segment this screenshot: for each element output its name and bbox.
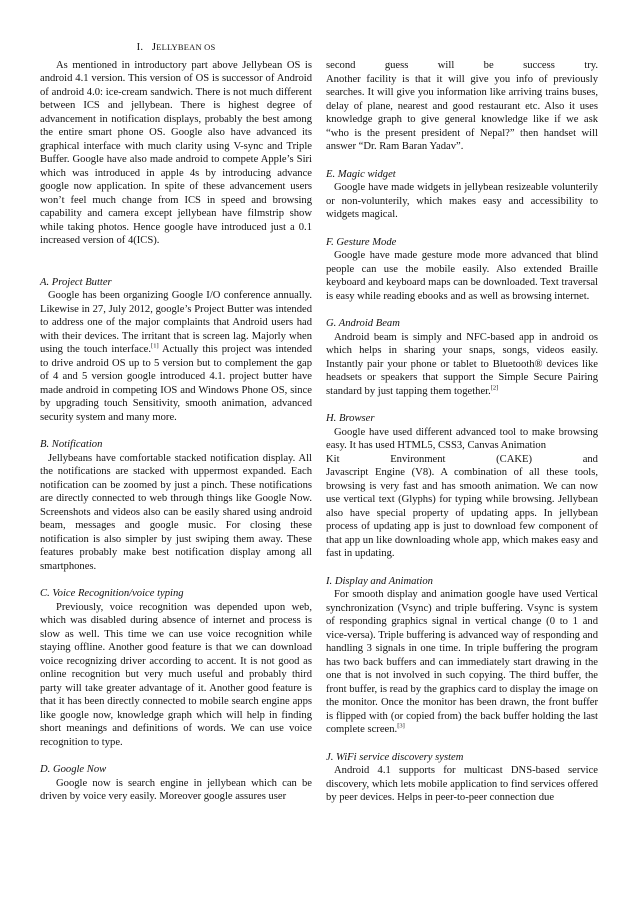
word: guess — [384, 60, 409, 71]
paragraph-browser-1: Google have used different advanced tool to make browsing easy. It has used HTML5, CSS3, Canvas Animation — [326, 426, 598, 451]
heading-magic-widget: E. Magic widget — [326, 168, 396, 180]
word: Kit — [326, 453, 340, 465]
heading-voice-recognition: C. Voice Recognition/voice typing — [40, 588, 184, 599]
paragraph-display-animation — [326, 588, 598, 737]
browser-spread-line — [326, 453, 598, 467]
citation: [3] — [397, 722, 405, 730]
section-title-rest: ELLYBEAN OS — [156, 42, 216, 52]
word: will — [437, 60, 455, 71]
section-title-initial: J — [151, 41, 157, 53]
paragraph-notification: Jellybeans have comfortable stacked notification display. All the notifications are stacked with uppermost expanded. Each notification can be zoomed by just a pinch. These notifications are directly connected to web through things like Google Now. Screenshots and videos also can be easily shared using android beam, messages and google music. For closing these notification is also simpler by just swiping them away. These features probably make best notification display among all smartphones. — [40, 452, 312, 572]
heading-project-butter: A. Project Butter — [40, 276, 112, 288]
heading-notification: B. Notification — [40, 439, 103, 450]
paragraph-android-beam — [326, 331, 598, 399]
word: try. — [584, 60, 598, 71]
project-butter-text-2: Actually this project was intended to drive android OS up to 5 version but to complement the gap of 4 and 5 version google introduced 4.1. project butter have made android in competing IOS and Windows Phone OS, since by upgrading touch Sensitivity, smooth animation, advanced security system and many more. — [40, 344, 313, 423]
heading-gesture-mode: F. Gesture Mode — [326, 236, 397, 248]
word: success — [523, 60, 555, 71]
heading-android-beam: G. Android Beam — [326, 318, 400, 329]
word: be — [483, 60, 494, 71]
paragraph-browser-2: Javascript Engine (V8). A combination of all these tools, browsing is very fast and has smooth animation. We can now use vertical text (Glyphs) for typing while browsing. Jellybean also have special property of updating apps. In jellybean process of updating app is just to download few component of that app un like downloading whole app, which makes easy and fast in updating. — [326, 467, 598, 559]
word: (CAKE) — [496, 453, 533, 465]
paragraph-google-now: Google now is search engine in jellybean which can be driven by voice very easily. Moreover google assures user — [40, 777, 312, 802]
paragraph-voice-recognition: Previously, voice recognition was depended upon web, which was disabled during absence of internet and process is slow as well. This time we can use voice recognition while staying offline. Another good feature is that we can download voice recognizing driver according to accent. It is not good as online recognition but very much useful and probably third party will take greater advantage of it. Another good feature is that it has been directly connected to mobile search engine apps like google now, knowledge graph which will help in finding short meanings and definitions of words. We can use voice recognition to type. — [40, 601, 312, 748]
heading-display-animation: I. Display and Animation — [326, 575, 433, 587]
heading-google-now: D. Google Now — [40, 764, 107, 775]
paragraph-wifi-discovery: Android 4.1 supports for multicast DNS-based service discovery, which lets mobile application to find services offered by peer devices. Helps in peer-to-peer connection due — [326, 765, 598, 803]
spread-line-continued — [326, 59, 598, 73]
paragraph-magic-widget: Google have made widgets in jellybean resizeable volunterily or non-volunterily, which makes easy and accessibility to widgets magical. — [326, 182, 598, 220]
section-title — [40, 41, 312, 55]
section-numeral: I. — [136, 42, 144, 53]
left-column — [40, 41, 312, 804]
heading-wifi-discovery: J. WiFi service discovery system — [326, 751, 464, 763]
project-butter-text-1: Google has been organizing Google I/O conference annually. Likewise in 27, July 2012, google’s Project Butter was intended to address one of the major complaints that Android users had with their devices. The irritant that is screen lag. Majorly when using the touch interface. — [40, 290, 312, 355]
word: Environment — [390, 453, 446, 465]
paragraph-project-butter — [40, 289, 312, 424]
word: and — [582, 453, 598, 465]
intro-paragraph: As mentioned in introductory part above Jellybean OS is android 4.1 version. This version of OS is successor of Android of android 4.0: ice-cream sandwich. There is not much different between ICS and jellybean. There is highest degree of advancement in notification displays, probably the best among the entire smart phone OS. Google also have advanced its graphical interface with much clarity using V-sync and Triple Buffer. Google have also made android to compete Apple’s Siri which was introduced in apple 4s by introducing advance google now application. In spite of these advancement users won’t feel much change from ICS in speed and browsing capability and camera except jellybean have filmstrip show while taking photos. Hence google have introduced just a 0.1 increased version of 4(ICS). — [40, 59, 312, 246]
heading-browser: H. Browser — [326, 413, 375, 424]
paragraph-google-now-continued: Another facility is that it will give you info of previously searches. It will give you information like arriving trains buses, delay of plane, nearest and good restaurant etc. Also it uses knowledge graph to give general knowledge like if we ask “who is the present president of Nepal?” then handset will answer “Dr. Ram Baran Yadav”. — [326, 73, 598, 152]
android-beam-text: Android beam is simply and NFC-based app in android os which helps in sharing your snaps, songs, videos easily. Instantly pair your phone or tablet to Bluetooth® devices like headsets or speakers that support the Simple Secure Pairing standard by just tapping them together. — [326, 331, 598, 397]
display-animation-text: For smooth display and animation google have used Vertical synchronization (Vsync) and triple buffering. Vsync is system of responding graphics signal in vertical change (0 to 1 and vice-versa). Triple buffering is advanced way of responding and handling 3 signals in one time. In triple buffering the program has two back buffers and can immediately start drawing in the one that is not involved in such copying. The third buffer, the front buffer, is read by the graphics card to display the image on the monitor. Once the monitor has been drawn, the front buffer is flipped with (or copied from) the back buffer holding the last complete screen. — [326, 589, 598, 735]
word: second — [326, 60, 356, 71]
citation: [1] — [151, 342, 159, 350]
paragraph-gesture-mode: Google have made gesture mode more advanced that blind people can use the mobile easily. Also extended Braille keyboard and keyboard maps can be downloaded. Text traversal is easy while reading ebooks and as well as browsing internet. — [326, 250, 598, 302]
right-column — [326, 59, 598, 805]
citation: [2] — [490, 383, 499, 391]
